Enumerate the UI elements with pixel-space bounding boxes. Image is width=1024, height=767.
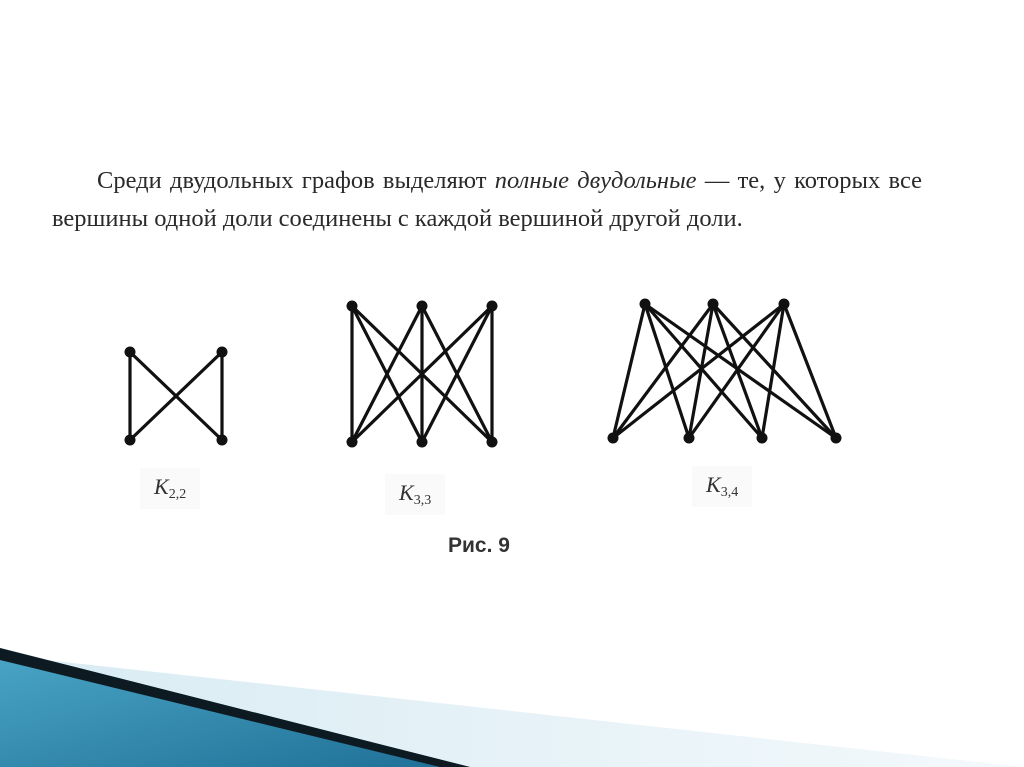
graph-label-k34 (692, 466, 752, 507)
graph-vertex (757, 433, 768, 444)
graph-vertex (347, 301, 358, 312)
graph-vertex (487, 301, 498, 312)
paragraph-emphasis: полные двудольные (494, 167, 697, 194)
graph-label-k33 (385, 474, 445, 515)
graph-vertex (217, 347, 228, 358)
graph-label-base: K (706, 472, 721, 497)
graph-K3-4 (608, 299, 842, 444)
graph-K2-2 (125, 347, 228, 446)
graph-vertex (125, 347, 136, 358)
graph-vertex (347, 437, 358, 448)
graph-vertex (608, 433, 619, 444)
graph-edge (645, 304, 836, 438)
graph-vertex (417, 301, 428, 312)
graph-label-k22 (140, 468, 200, 509)
graph-label-base: K (154, 474, 169, 499)
graph-vertex (125, 435, 136, 446)
paragraph-text-before: Среди двудольных графов выделяют (97, 167, 495, 194)
graph-vertex (684, 433, 695, 444)
figure-caption: Рис. 9 (448, 534, 510, 557)
graph-label-subscript: 2,2 (168, 487, 187, 502)
graph-vertex (708, 299, 719, 310)
graph-edge (645, 304, 689, 438)
graph-vertex (217, 435, 228, 446)
graph-label-subscript: 3,4 (720, 485, 739, 500)
graph-label-subscript: 3,3 (413, 493, 432, 508)
graph-vertex (640, 299, 651, 310)
graph-vertex (487, 437, 498, 448)
graph-K3-3 (347, 301, 498, 448)
graph-edge (762, 304, 784, 438)
graph-vertex (779, 299, 790, 310)
graph-vertex (417, 437, 428, 448)
paragraph-text-after: — те, у которых все вершины одной доли соединены с каждой вершиной другой доли. (52, 167, 923, 232)
graph-vertex (831, 433, 842, 444)
graph-label-base: K (399, 480, 414, 505)
